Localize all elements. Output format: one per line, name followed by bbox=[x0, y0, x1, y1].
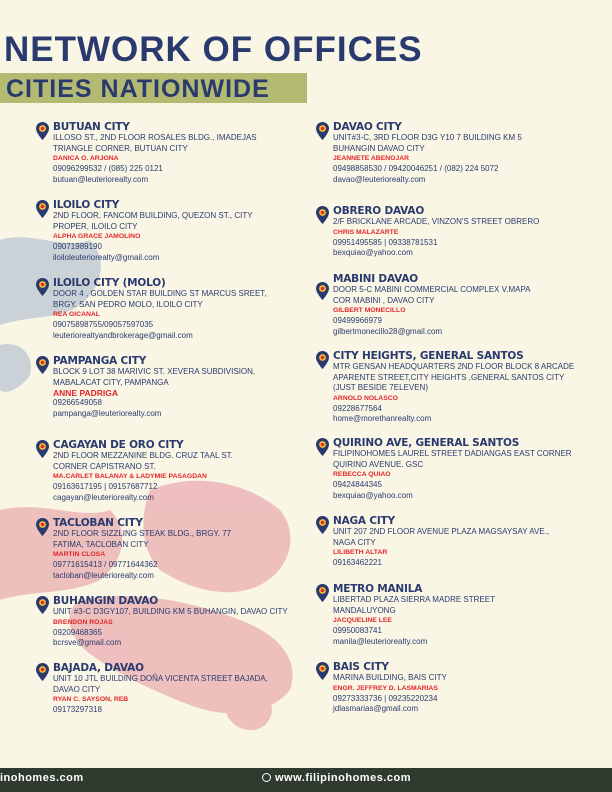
office-phone: 09228677564 bbox=[333, 403, 382, 413]
office-address: UNIT 207 2ND FLOOR AVENUE PLAZA MAGSAYSAY AVE., NAGA CITY bbox=[333, 527, 550, 547]
office-name: BAJADA, DAVAO bbox=[53, 662, 144, 674]
office-phone: 09424844345 bbox=[333, 480, 382, 489]
office-bajada-davao bbox=[53, 662, 293, 716]
office-phone: 09951495585 | 09338781531 bbox=[333, 237, 438, 247]
office-contact: ALPHA GRACE JAMOLINO bbox=[53, 233, 141, 240]
office-contact: LILIBETH ALTAR bbox=[333, 549, 388, 556]
office-phone: 09163462221 bbox=[333, 558, 382, 567]
map-pin-icon bbox=[36, 518, 49, 536]
office-email[interactable]: iloiloleuteriorealty@gmail.com bbox=[53, 252, 160, 262]
office-phone: 09771615413 / 09771644362 bbox=[53, 560, 158, 569]
map-pin-icon bbox=[316, 662, 329, 680]
office-address: 2ND FLOOR MEZZANINE BLDG. CRUZ TAAL ST. CORNER CAPISTRANO ST. bbox=[53, 451, 233, 471]
office-name: BUTUAN CITY bbox=[53, 121, 130, 133]
office-contact: JEANNETE ABENOJAR bbox=[333, 155, 410, 162]
office-email[interactable]: gilbertmonecillo28@gmail.com bbox=[333, 326, 443, 336]
office-phone: 09075898755/09057597035 bbox=[53, 320, 154, 329]
map-pin-icon bbox=[316, 516, 329, 534]
office-contact: DANICA O. ARJONA bbox=[53, 155, 119, 162]
office-email[interactable]: bcrsve@gmail.com bbox=[53, 638, 122, 647]
office-address: 2ND FLOOR, FANCOM BUILDING, QUEZON ST., CITY PROPER, ILOILO CITY bbox=[53, 211, 253, 231]
office-city-heights-general-santos bbox=[333, 350, 583, 425]
office-iloilo-city bbox=[53, 199, 253, 263]
office-email[interactable]: cagayan@leuteriorealty.com bbox=[53, 492, 154, 502]
office-tacloban-city bbox=[53, 517, 253, 581]
office-name: OBRERO DAVAO bbox=[333, 205, 425, 217]
office-email[interactable]: butuan@leuteriorealty.com bbox=[53, 174, 149, 184]
office-pampanga-city bbox=[53, 355, 263, 419]
footer-website-left[interactable]: inohomes.com bbox=[0, 772, 84, 784]
globe-icon bbox=[262, 773, 271, 782]
office-address: MTR GENSAN HEADQUARTERS 2ND FLOOR BLOCK 8 ARCADE APARENTE STREET,CITY HEIGHTS ,GENERAL SANTOS CITY (JUST BESIDE 7ELEVEN) bbox=[333, 362, 575, 392]
map-pin-icon bbox=[36, 122, 49, 140]
office-davao-city bbox=[333, 121, 533, 185]
office-contact: MA.CARLET BALANAY & LADYMIE PASAGDAN bbox=[53, 473, 207, 480]
office-phone: 09071989190 bbox=[53, 242, 102, 251]
office-naga-city bbox=[333, 515, 573, 569]
office-name: METRO MANILA bbox=[333, 583, 423, 595]
office-phone: 09173297318 bbox=[53, 705, 102, 714]
office-address: DOOR 5-C MABINI COMMERCIAL COMPLEX V.MAPA COR MABINI , DAVAO CITY bbox=[333, 285, 531, 305]
office-address: UNIT#3-C, 3RD FLOOR D3G Y10 7 BUILDING KM 5 BUHANGIN DAVAO CITY bbox=[333, 133, 522, 153]
office-address: FILIPINOHOMES LAUREL STREET DADIANGAS EAST CORNER QUIRINO AVENUE. GSC bbox=[333, 449, 572, 469]
office-name: CITY HEIGHTS, GENERAL SANTOS bbox=[333, 350, 524, 362]
office-phone: 09096299532 / (085) 225 0121 bbox=[53, 164, 163, 173]
office-phone: 09499966979 bbox=[333, 316, 382, 325]
office-address: LIBERTAD PLAZA SIERRA MADRE STREET MANDALUYONG bbox=[333, 595, 495, 615]
office-address: 2ND FLOOR SIZZLING STEAK BLDG., BRGY. 77 FATIMA, TACLOBAN CITY bbox=[53, 529, 232, 549]
office-address: DOOR 4 , GOLDEN STAR BUILDING ST MARCUS SREET, BRGY. SAN PEDRO MOLO, ILOILO CITY bbox=[53, 289, 267, 309]
office-phone: 09209468365 bbox=[53, 627, 102, 637]
office-email[interactable]: bexquiao@yahoo.com bbox=[333, 248, 413, 257]
page-header bbox=[0, 0, 612, 110]
office-contact: REBECCA QUIAO bbox=[333, 471, 391, 478]
office-quirino-ave-general-santos bbox=[333, 437, 578, 501]
map-pin-icon bbox=[316, 122, 329, 140]
office-email[interactable]: davao@leuteriorealty.com bbox=[333, 174, 426, 184]
office-butuan-city bbox=[53, 121, 298, 185]
office-bais-city bbox=[333, 661, 533, 715]
map-pin-icon bbox=[316, 351, 329, 369]
map-pin-icon bbox=[316, 584, 329, 602]
office-phone: 09163617195 | 09157687712 bbox=[53, 482, 158, 491]
office-contact: JACQUELINE LEE bbox=[333, 617, 392, 624]
map-pin-icon bbox=[316, 206, 329, 224]
office-contact: CHRIS MALAZARTE bbox=[333, 228, 399, 236]
office-name: QUIRINO AVE, GENERAL SANTOS bbox=[333, 437, 520, 449]
office-contact: ENGR. JEFFREY D. LASMARIAS bbox=[333, 684, 438, 692]
office-contact: ANNE PADRIGA bbox=[53, 388, 119, 398]
map-pin-icon bbox=[36, 663, 49, 681]
office-metro-manila bbox=[333, 583, 533, 647]
office-address: BLOCK 9 LOT 38 MARIVIC ST. XEVERA SUBDIVISION, MABALACAT CITY, PAMPANGA bbox=[53, 367, 256, 387]
office-contact: ARNOLD NOLASCO bbox=[333, 394, 398, 402]
map-pin-icon bbox=[316, 282, 329, 300]
page-title: NETWORK OF OFFICES bbox=[4, 30, 423, 69]
map-pin-icon bbox=[316, 438, 329, 456]
office-contact: MARTIN CLOSA bbox=[53, 551, 106, 558]
office-name: DAVAO CITY bbox=[333, 121, 402, 133]
map-pin-icon bbox=[36, 200, 49, 218]
office-contact: RYAN C. SAYSON, REB bbox=[53, 696, 129, 703]
office-address: UNIT 10 JTL BUILDING DOÑA VICENTA STREET BAJADA, DAVAO CITY bbox=[53, 674, 268, 694]
office-name: ILOILO CITY bbox=[53, 199, 120, 211]
office-name: ILOILO CITY (MOLO) bbox=[53, 277, 166, 289]
footer-website-right[interactable] bbox=[262, 772, 411, 784]
office-phone: 09498858530 / 09420046251 / (082) 224 5072 bbox=[333, 164, 499, 173]
office-name: MABINI DAVAO bbox=[333, 273, 419, 285]
office-buhangin-davao bbox=[53, 595, 303, 649]
map-pin-icon bbox=[36, 440, 49, 458]
office-contact: BRENDON ROJAS bbox=[53, 618, 113, 626]
office-mabini-davao bbox=[333, 273, 543, 337]
office-email[interactable]: pampanga@leuteriorealty.com bbox=[53, 408, 162, 418]
office-email[interactable]: tacloban@leuteriorealty.com bbox=[53, 570, 154, 580]
map-pin-icon bbox=[36, 596, 49, 614]
map-pin-icon bbox=[36, 356, 49, 374]
office-email[interactable]: jdlasmarias@gmail.com bbox=[333, 704, 419, 713]
office-name: TACLOBAN CITY bbox=[53, 517, 143, 529]
office-address: 2/F BRICKLANE ARCADE, VINZON'S STREET OBRERO bbox=[333, 217, 540, 226]
office-email[interactable]: home@morethanrealty.com bbox=[333, 414, 432, 423]
office-address: MARINA BUILDING, BAIS CITY bbox=[333, 673, 447, 682]
office-email[interactable]: leuteriorealtyandbrokerage@gmail.com bbox=[53, 330, 193, 340]
office-phone: 09273333736 | 09235220234 bbox=[333, 693, 438, 703]
office-address: ILLOSO ST., 2ND FLOOR ROSALES BLDG., IMADEJAS TRIANGLE CORNER, BUTUAN CITY bbox=[53, 133, 257, 153]
page-subtitle: CITIES NATIONWIDE bbox=[6, 75, 270, 103]
office-contact: GILBERT MONECILLO bbox=[333, 307, 406, 314]
office-email[interactable]: bexquiao@yahoo.com bbox=[333, 490, 413, 500]
office-obrero-davao bbox=[333, 205, 540, 259]
office-phone: 09266549058 bbox=[53, 398, 102, 407]
footer-website-text: www.filipinohomes.com bbox=[275, 772, 411, 784]
office-name: PAMPANGA CITY bbox=[53, 355, 147, 367]
office-email[interactable]: manila@leuteriorealty.com bbox=[333, 636, 428, 646]
office-name: CAGAYAN DE ORO CITY bbox=[53, 439, 184, 451]
office-name: BAIS CITY bbox=[333, 661, 389, 673]
office-phone: 09950083741 bbox=[333, 626, 382, 635]
office-contact: REA GICANAL bbox=[53, 311, 100, 318]
office-name: NAGA CITY bbox=[333, 515, 395, 527]
map-pin-icon bbox=[36, 278, 49, 296]
office-address: UNIT #3-C D3GY107, BUILDING KM 5 BUHANGIN, DAVAO CITY bbox=[53, 607, 288, 616]
office-name: BUHANGIN DAVAO bbox=[53, 595, 158, 607]
office-iloilo-city-molo bbox=[53, 277, 278, 341]
office-cagayan-de-oro-city bbox=[53, 439, 253, 503]
